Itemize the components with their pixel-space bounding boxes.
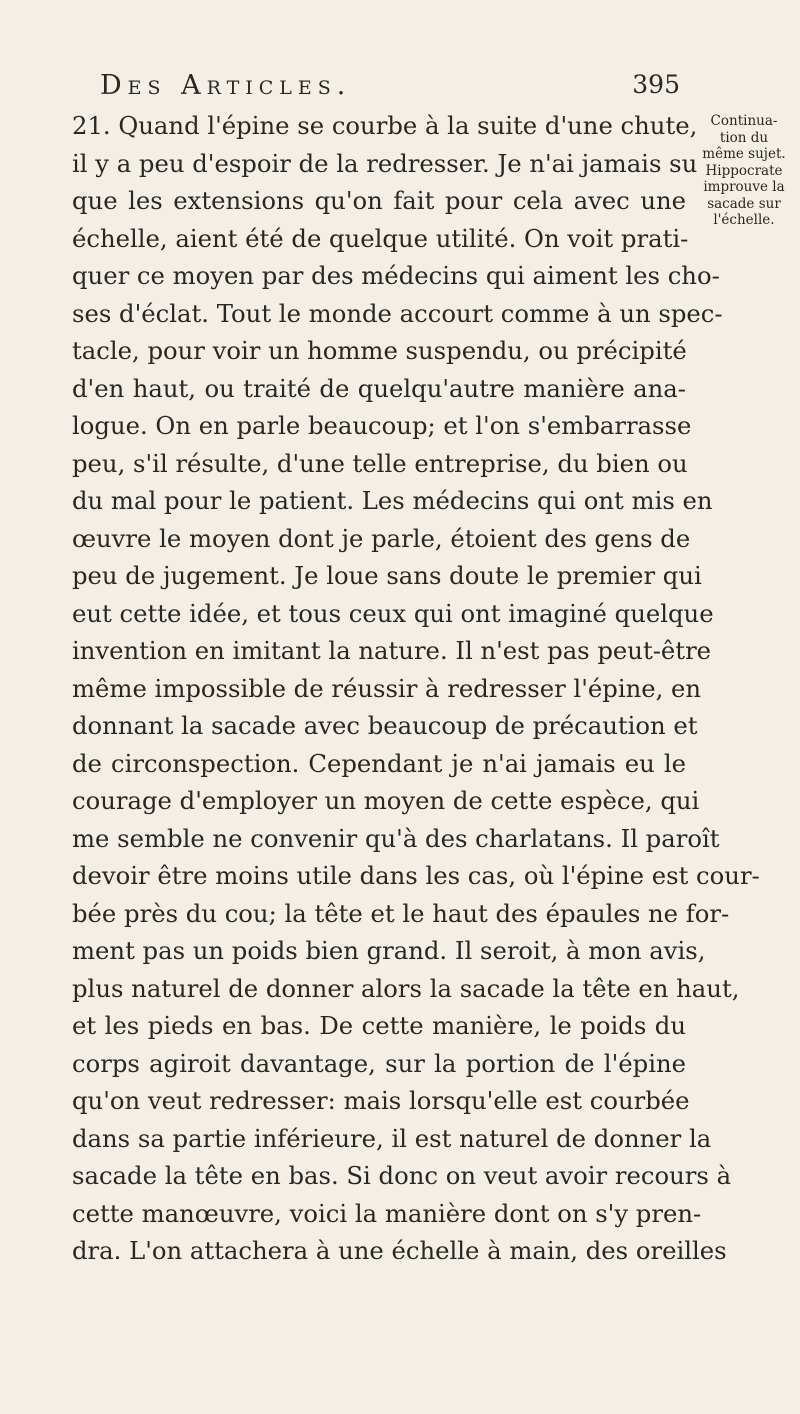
text-line: 21. Quand l'épine se courbe à la suite d'une chute,	[72, 111, 698, 140]
page-number: 395	[632, 70, 680, 99]
text-line: échelle, aient été de quelque utilité. On voit prati-	[72, 223, 689, 253]
text-line: et les pieds en bas. De cette manière, le poids du	[72, 1011, 686, 1040]
text-line: du mal pour le patient. Les médecins qui ont mis en	[72, 486, 713, 515]
text-line: d'en haut, ou traité de quelqu'autre manière ana-	[72, 373, 686, 403]
text-line: peu de jugement. Je loue sans doute le premier qui	[72, 561, 702, 590]
margin-note-line: l'échelle.	[713, 212, 775, 228]
margin-note-line: Continua-	[710, 113, 778, 129]
text-line: de circonspection. Cependant je n'ai jamais eu le	[72, 748, 686, 778]
text-line: me semble ne convenir qu'à des charlatans. Il paroît	[72, 823, 720, 853]
text-line: eut cette idée, et tous ceux qui ont imaginé quelque	[72, 598, 714, 628]
text-line: peu, s'il résulte, d'une telle entreprise, du bien ou	[72, 448, 688, 478]
text-line: dans sa partie inférieure, il est naturel de donner la	[72, 1123, 712, 1153]
text-line: bée près du cou; la tête et le haut des épaules ne for-	[72, 898, 730, 928]
running-head	[100, 70, 680, 102]
text-line: invention en imitant la nature. Il n'est pas peut-être	[72, 636, 712, 665]
running-title: Des Articles.	[100, 70, 352, 101]
text-line: qu'on veut redresser: mais lorsqu'elle est courbée	[72, 1086, 690, 1115]
text-line: tacle, pour voir un homme suspendu, ou précipité	[72, 336, 687, 365]
text-line: ment pas un poids bien grand. Il seroit, à mon avis,	[72, 936, 706, 965]
text-line: courage d'employer un moyen de cette espèce, qui	[72, 786, 700, 815]
text-line: il y a peu d'espoir de la redresser. Je n'ai jamais su	[72, 148, 698, 178]
text-line: devoir être moins utile dans les cas, où l'épine est cour-	[72, 861, 760, 890]
text-line: donnant la sacade avec beaucoup de précaution et	[72, 711, 698, 740]
margin-note-line: sacade sur	[707, 195, 781, 212]
text-line: quer ce moyen par des médecins qui aiment les cho-	[72, 261, 720, 290]
text-line: cette manœuvre, voici la manière dont on s'y pren-	[72, 1198, 702, 1228]
margin-note	[694, 113, 794, 229]
text-line: ses d'éclat. Tout le monde accourt comme à un spec-	[72, 298, 723, 328]
margin-note-line: improuve la	[703, 179, 785, 195]
text-line: dra. L'on attachera à une échelle à main, des oreilles	[72, 1236, 727, 1265]
text-line: logue. On en parle beaucoup; et l'on s'embarrasse	[72, 411, 692, 440]
margin-note-line: même sujet.	[702, 146, 786, 162]
text-line: sacade la tête en bas. Si donc on veut avoir recours à	[72, 1161, 732, 1190]
text-line: plus naturel de donner alors la sacade la tête en haut,	[72, 973, 740, 1003]
text-line: œuvre le moyen dont je parle, étoient des gens de	[72, 523, 691, 553]
text-line: même impossible de réussir à redresser l'épine, en	[72, 673, 702, 703]
margin-note-line: Hippocrate	[705, 162, 783, 179]
text-line: corps agiroit davantage, sur la portion de l'épine	[72, 1048, 686, 1078]
margin-note-line: tion du	[719, 129, 769, 146]
text-line: que les extensions qu'on fait pour cela avec une	[72, 186, 686, 215]
